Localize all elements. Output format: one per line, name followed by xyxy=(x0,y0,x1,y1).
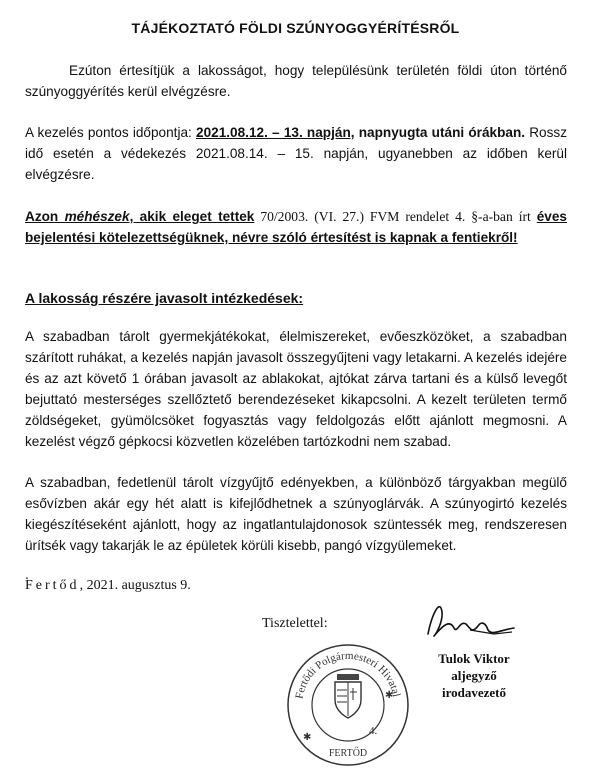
handwritten-signature xyxy=(410,590,520,650)
schedule-paragraph xyxy=(25,122,567,185)
beekeepers-intro xyxy=(25,209,254,224)
beekeepers-obligation: éves bejelentési kötelezettségüknek, névre szóló értesítést is kapnak a fentiekről! xyxy=(25,209,567,245)
coat-of-arms-icon xyxy=(335,674,361,718)
place-date-line xyxy=(25,578,191,594)
intro-text: Ezúton értesítjük a lakosságot, hogy településünk területén földi úton történő szúnyoggyérítés kerül elvégzésre. xyxy=(25,63,567,99)
intro-paragraph xyxy=(25,60,567,102)
signatory-role: aljegyző xyxy=(451,668,497,683)
larvae-text: A szabadban, fedetlenül tárolt vízgyűjtő edényekben, a különböző tárgyakban megülő esővízben akár egy hét alatt is kifejlődhetnek a szúnyoglárvák. A szúnyogirtó kezelés kiegészítéseként ajánlott, hogy az ingatlantulajdonosok szüntessék meg, rendszeresen ürítsék vagy takarják le az épületek körüli kisebb, pangó vízgyülemeket. xyxy=(25,475,567,553)
schedule-rest: Rossz idő esetén a védekezés 2021.08.14. – 15. napján, ugyanebben az időben kerül elvégzésre. xyxy=(25,125,568,182)
stray-dot: . xyxy=(25,566,29,582)
beekeepers-paragraph xyxy=(25,206,567,248)
signatory-name: Tulok Viktor xyxy=(438,651,510,666)
signatory-position: irodavezető xyxy=(441,685,507,700)
greeting: Tisztelettel: xyxy=(262,616,328,631)
regulation-ref: 70/2003. (VI. 27.) FVM rendelet 4. §-a-ban írt xyxy=(254,209,537,224)
document-title: TÁJÉKOZTATÓ FÖLDI SZÚNYOGGYÉRÍTÉSRŐL xyxy=(131,20,460,36)
stamp-city: FERTŐD xyxy=(328,748,368,759)
place-name: Fertőd xyxy=(25,578,80,593)
stamp-star-right: ✱ xyxy=(385,690,394,701)
measures-paragraph xyxy=(25,326,567,452)
signatory-block xyxy=(414,650,534,701)
schedule-lead: A kezelés pontos időpontja: xyxy=(25,125,197,140)
measures-text: A szabadban tárolt gyermekjátékokat, élelmiszereket, evőeszközöket, a szabadban szárított ruhákat, a kezelés napján javasolt összegyűjteni vagy letakarni. A kezelés idejére és az azt követő 1 órában javasolt az ablakokat, ajtókat zárva tartani és a külső levegőt bejuttató mesterséges szellőztető berendezéseket kikapcsolni. A kezelt területen termő zöldségeket, gyümölcsöket fogyasztás vagy feldolgozás előtt ajánlott megmosni. A kezelést végző gépkocsi közvetlen közelében tartózkodni nem szabad. xyxy=(25,329,567,449)
stamp-star-left: ✱ xyxy=(303,732,312,743)
stamp-ring-text: Fertődi Polgármesteri Hivatal xyxy=(293,649,403,700)
date-text: , 2021. augusztus 9. xyxy=(79,578,191,593)
measures-heading: A lakosság részére javasolt intézkedések: xyxy=(25,290,304,306)
stamp-number: 4. xyxy=(369,725,378,737)
beekeepers-word: méhészek xyxy=(64,209,130,224)
beekeepers-intro-a: Azon xyxy=(25,209,65,224)
schedule-date: 2021.08.12. – 13. napján, xyxy=(196,125,355,140)
larvae-paragraph xyxy=(25,472,567,556)
schedule-time: napnyugta utáni órákban. xyxy=(354,125,526,140)
beekeepers-intro-b: , akik eleget tettek xyxy=(129,209,255,224)
official-stamp xyxy=(283,640,413,770)
